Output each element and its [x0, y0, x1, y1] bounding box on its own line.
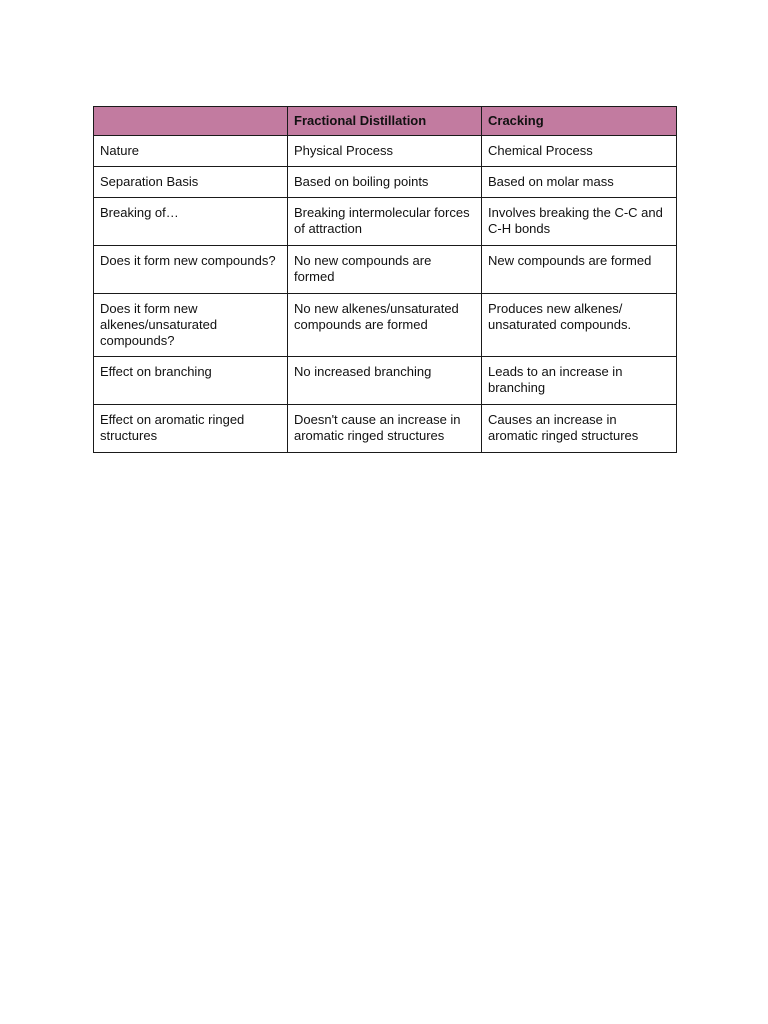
header-cell-blank — [94, 107, 288, 136]
row-label: Breaking of… — [94, 198, 288, 246]
cracking-cell: New compounds are formed — [482, 246, 677, 294]
row-label: Effect on aromatic ringed structures — [94, 405, 288, 453]
table-row — [94, 167, 677, 198]
fractional-distillation-cell: Doesn't cause an increase in aromatic ringed structures — [288, 405, 482, 453]
row-label: Does it form new compounds? — [94, 246, 288, 294]
table-row — [94, 198, 677, 246]
table-row — [94, 357, 677, 405]
table-row — [94, 136, 677, 167]
fractional-distillation-cell: Based on boiling points — [288, 167, 482, 198]
table-row — [94, 294, 677, 357]
header-cell-fractional-distillation: Fractional Distillation — [288, 107, 482, 136]
fractional-distillation-cell: No new alkenes/unsaturated compounds are formed — [288, 294, 482, 357]
table-body — [94, 136, 677, 453]
header-row — [94, 107, 677, 136]
cracking-cell: Involves breaking the C-C and C-H bonds — [482, 198, 677, 246]
fractional-distillation-cell: Physical Process — [288, 136, 482, 167]
cracking-cell: Based on molar mass — [482, 167, 677, 198]
cracking-cell: Causes an increase in aromatic ringed structures — [482, 405, 677, 453]
row-label: Nature — [94, 136, 288, 167]
fractional-distillation-cell: Breaking intermolecular forces of attraction — [288, 198, 482, 246]
cracking-cell: Chemical Process — [482, 136, 677, 167]
comparison-table — [93, 106, 677, 453]
row-label: Effect on branching — [94, 357, 288, 405]
table-row — [94, 246, 677, 294]
cracking-cell: Produces new alkenes/ unsaturated compounds. — [482, 294, 677, 357]
fractional-distillation-cell: No new compounds are formed — [288, 246, 482, 294]
table-row — [94, 405, 677, 453]
row-label: Does it form new alkenes/unsaturated compounds? — [94, 294, 288, 357]
header-cell-cracking: Cracking — [482, 107, 677, 136]
fractional-distillation-cell: No increased branching — [288, 357, 482, 405]
row-label: Separation Basis — [94, 167, 288, 198]
cracking-cell: Leads to an increase in branching — [482, 357, 677, 405]
table-header — [94, 107, 677, 136]
